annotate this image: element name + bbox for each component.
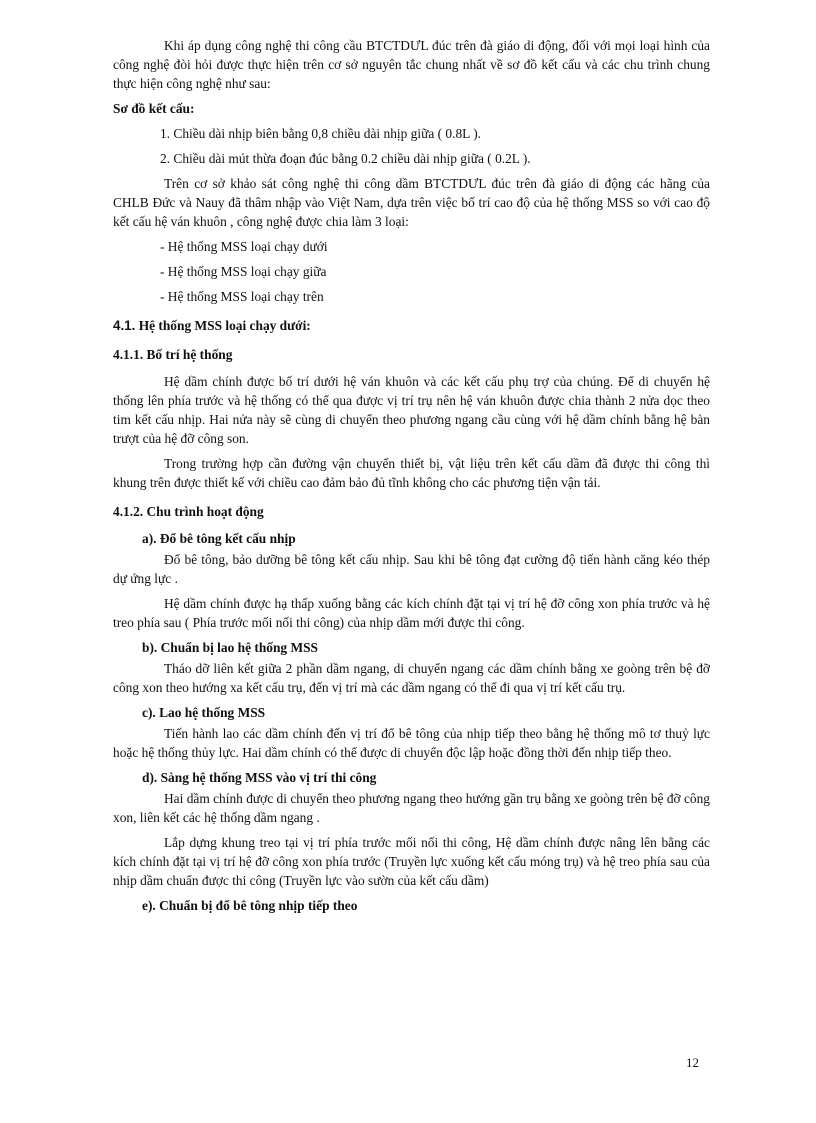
loai-item-1: - Hệ thống MSS loại chạy dưới	[160, 239, 328, 254]
loai-item-3: - Hệ thống MSS loại chạy trên	[160, 289, 324, 304]
section-4-1-heading	[113, 316, 710, 335]
loai-item-2: - Hệ thống MSS loại chạy giữa	[160, 264, 327, 279]
step-b-title: b). Chuẩn bị lao hệ thống MSS	[142, 640, 318, 655]
step-c-title: c). Lao hệ thống MSS	[142, 705, 266, 720]
step-a-title: a). Đổ bê tông kết cấu nhịp	[142, 531, 296, 546]
so-do-item-1: 1. Chiều dài nhịp biên bằng 0,8 chiều dài nhịp giữa ( 0.8L ).	[160, 126, 482, 141]
so-do-item-2: 2. Chiều dài mút thừa đoạn đúc bằng 0.2 chiều dài nhịp giữa ( 0.2L ).	[160, 151, 531, 166]
khao-sat-paragraph: Trên cơ sở khảo sát công nghệ thi công dầm BTCTDƯL đúc trên đà giáo di động các hãng của CHLB Đức và Nauy đã thâm nhập vào Việt Nam, dựa trên việc bố trí cao độ của hệ thống MSS so với cao độ kết cấu hệ ván khuôn , công nghệ được chia làm 3 loại:	[113, 176, 710, 229]
section-4-1-number: 4.1.	[113, 318, 136, 333]
bo-tri-paragraph-1: Hệ dầm chính được bố trí dưới hệ ván khuôn và các kết cấu phụ trợ của chúng. Để di chuyển hệ thống lên phía trước và hệ thống có thể qua được vị trí trụ nên hệ ván khuôn được chia thành 2 nửa dọc theo tim kết cấu nhịp. Hai nửa này sẽ cùng di chuyển theo phương ngang cầu cùng với hệ dầm chính bằng hệ bàn trượt của hệ đỡ công son.	[113, 374, 710, 446]
step-d-paragraph-1: Hai dầm chính được di chuyển theo phương ngang theo hướng gần trụ bằng xe goòng trên bệ đỡ công xon, liên kết các hệ thống dầm ngang .	[113, 791, 710, 825]
section-4-1-2-heading: 4.1.2. Chu trình hoạt động	[113, 504, 264, 519]
step-d-title: d). Sàng hệ thống MSS vào vị trí thi công	[142, 770, 377, 785]
document-page	[113, 36, 710, 917]
step-e-title: e). Chuẩn bị đổ bê tông nhịp tiếp theo	[142, 898, 358, 913]
step-a-paragraph-1: Đổ bê tông, bảo dưỡng bê tông kết cấu nhịp. Sau khi bê tông đạt cường độ tiến hành căng kéo thép dự ứng lực .	[113, 552, 710, 586]
intro-paragraph: Khi áp dụng công nghệ thi công cầu BTCTDƯL đúc trên đà giáo di động, đối với mọi loại hình của công nghệ đòi hỏi được thực hiện trên cơ sở nguyên tắc chung nhất về sơ đồ kết cấu và các chu trình chung thực hiện công nghệ như sau:	[113, 38, 710, 91]
bo-tri-paragraph-2: Trong trường hợp cần đường vận chuyển thiết bị, vật liệu trên kết cấu dầm đã được thi công thì khung trên được thiết kế với chiều cao đảm bảo đủ tĩnh không cho các phương tiện vận tải.	[113, 456, 710, 490]
section-4-1-title: Hệ thống MSS loại chạy dưới:	[135, 318, 311, 333]
step-c-paragraph-1: Tiến hành lao các dầm chính đến vị trí đổ bê tông của nhịp tiếp theo bằng hệ thống mô tơ thuỷ lực hoặc hệ thống thủy lực. Hai dầm chính có thể được di chuyển độc lập hoặc đồng thời đến nhịp tiếp theo.	[113, 726, 710, 760]
step-a-paragraph-2: Hệ dầm chính được hạ thấp xuống bằng các kích chính đặt tại vị trí hệ đỡ công xon phía trước và hệ treo phía sau ( Phía trước mối nối thi công) của nhịp dầm mới được thi công.	[113, 596, 710, 630]
section-4-1-1-heading: 4.1.1. Bố trí hệ thống	[113, 347, 233, 362]
step-b-paragraph-1: Tháo dỡ liên kết giữa 2 phần dầm ngang, di chuyển ngang các dầm chính bằng xe goòng trên bệ đỡ công xon theo hướng xa kết cấu trụ, đến vị trí mà các dầm ngang có thể đi qua vị trí kết cấu trụ.	[113, 661, 710, 695]
page-number: 12	[686, 1055, 699, 1070]
so-do-heading: Sơ đồ kết cấu:	[113, 101, 195, 116]
step-d-paragraph-2: Lắp dựng khung treo tại vị trí phía trước mối nối thi công, Hệ dầm chính được nâng lên bằng các kích chính đặt tại vị trí hệ đỡ công xon phía trước (Truyền lực xuống kết cấu móng trụ) và hệ treo phía sau của nhịp dầm chuẩn được thi công (Truyền lực vào sườn của kết cấu dầm)	[113, 835, 710, 888]
